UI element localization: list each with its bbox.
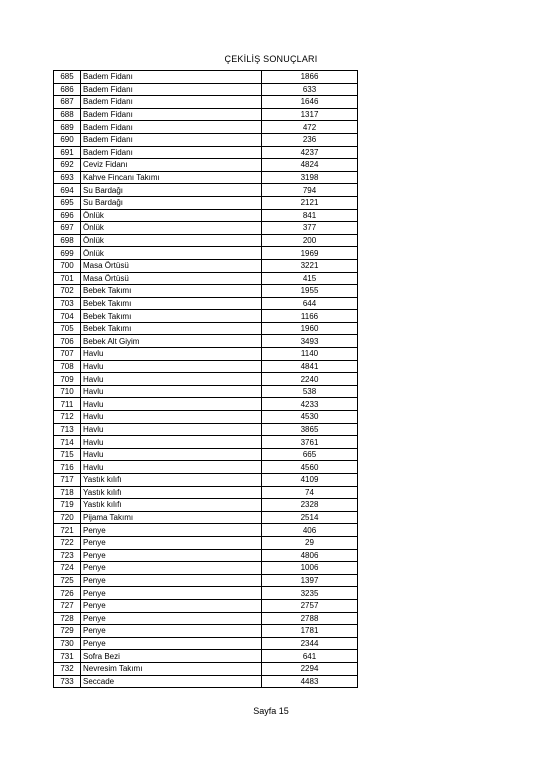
draw-number-cell: 1006 xyxy=(262,562,358,575)
table-row xyxy=(54,549,358,562)
page-title: ÇEKİLİŞ SONUÇLARI xyxy=(224,54,318,64)
row-number-cell: 719 xyxy=(54,499,81,512)
table-row xyxy=(54,385,358,398)
table-row xyxy=(54,474,358,487)
item-name-cell: Penye xyxy=(81,549,262,562)
table-row xyxy=(54,108,358,121)
draw-number-cell: 1969 xyxy=(262,247,358,260)
row-number-cell: 729 xyxy=(54,625,81,638)
draw-number-cell: 1166 xyxy=(262,310,358,323)
item-name-cell: Penye xyxy=(81,637,262,650)
row-number-cell: 716 xyxy=(54,461,81,474)
draw-number-cell: 1781 xyxy=(262,625,358,638)
draw-number-cell: 29 xyxy=(262,536,358,549)
table-row xyxy=(54,222,358,235)
table-row xyxy=(54,675,358,688)
table-row xyxy=(54,524,358,537)
item-name-cell: Havlu xyxy=(81,398,262,411)
draw-number-cell: 415 xyxy=(262,272,358,285)
item-name-cell: Badem Fidanı xyxy=(81,121,262,134)
draw-number-cell: 1140 xyxy=(262,348,358,361)
row-number-cell: 688 xyxy=(54,108,81,121)
item-name-cell: Masa Örtüsü xyxy=(81,259,262,272)
row-number-cell: 732 xyxy=(54,662,81,675)
draw-number-cell: 2240 xyxy=(262,373,358,386)
draw-number-cell: 74 xyxy=(262,486,358,499)
table-row xyxy=(54,511,358,524)
draw-number-cell: 1317 xyxy=(262,108,358,121)
draw-number-cell: 4233 xyxy=(262,398,358,411)
row-number-cell: 696 xyxy=(54,209,81,222)
row-number-cell: 702 xyxy=(54,285,81,298)
row-number-cell: 695 xyxy=(54,196,81,209)
table-row xyxy=(54,297,358,310)
row-number-cell: 715 xyxy=(54,448,81,461)
row-number-cell: 697 xyxy=(54,222,81,235)
draw-number-cell: 4806 xyxy=(262,549,358,562)
draw-number-cell: 4237 xyxy=(262,146,358,159)
draw-number-cell: 841 xyxy=(262,209,358,222)
draw-number-cell: 641 xyxy=(262,650,358,663)
row-number-cell: 728 xyxy=(54,612,81,625)
table-row xyxy=(54,171,358,184)
item-name-cell: Havlu xyxy=(81,423,262,436)
item-name-cell: Bebek Alt Giyim xyxy=(81,335,262,348)
table-row xyxy=(54,662,358,675)
row-number-cell: 687 xyxy=(54,96,81,109)
item-name-cell: Bebek Takımı xyxy=(81,285,262,298)
item-name-cell: Badem Fidanı xyxy=(81,108,262,121)
draw-number-cell: 4530 xyxy=(262,411,358,424)
item-name-cell: Havlu xyxy=(81,360,262,373)
draw-number-cell: 644 xyxy=(262,297,358,310)
item-name-cell: Penye xyxy=(81,562,262,575)
row-number-cell: 723 xyxy=(54,549,81,562)
row-number-cell: 726 xyxy=(54,587,81,600)
table-row xyxy=(54,599,358,612)
table-row xyxy=(54,285,358,298)
item-name-cell: Su Bardağı xyxy=(81,184,262,197)
item-name-cell: Badem Fidanı xyxy=(81,71,262,84)
draw-number-cell: 1960 xyxy=(262,322,358,335)
page-number: Sayfa 15 xyxy=(253,706,289,716)
item-name-cell: Önlük xyxy=(81,234,262,247)
table-row xyxy=(54,272,358,285)
item-name-cell: Yastık kılıfı xyxy=(81,474,262,487)
table-row xyxy=(54,322,358,335)
item-name-cell: Havlu xyxy=(81,385,262,398)
draw-number-cell: 3761 xyxy=(262,436,358,449)
draw-number-cell: 4483 xyxy=(262,675,358,688)
row-number-cell: 714 xyxy=(54,436,81,449)
item-name-cell: Penye xyxy=(81,524,262,537)
row-number-cell: 708 xyxy=(54,360,81,373)
draw-number-cell: 4560 xyxy=(262,461,358,474)
draw-number-cell: 1866 xyxy=(262,71,358,84)
row-number-cell: 718 xyxy=(54,486,81,499)
item-name-cell: Önlük xyxy=(81,222,262,235)
table-row xyxy=(54,196,358,209)
item-name-cell: Yastık kılıfı xyxy=(81,486,262,499)
table-row xyxy=(54,461,358,474)
table-row xyxy=(54,625,358,638)
row-number-cell: 725 xyxy=(54,574,81,587)
draw-number-cell: 3221 xyxy=(262,259,358,272)
item-name-cell: Seccade xyxy=(81,675,262,688)
item-name-cell: Badem Fidanı xyxy=(81,133,262,146)
item-name-cell: Havlu xyxy=(81,448,262,461)
table-row xyxy=(54,121,358,134)
table-row xyxy=(54,411,358,424)
row-number-cell: 692 xyxy=(54,159,81,172)
item-name-cell: Sofra Bezi xyxy=(81,650,262,663)
item-name-cell: Badem Fidanı xyxy=(81,146,262,159)
row-number-cell: 730 xyxy=(54,637,81,650)
item-name-cell: Penye xyxy=(81,574,262,587)
item-name-cell: Havlu xyxy=(81,348,262,361)
draw-number-cell: 236 xyxy=(262,133,358,146)
draw-number-cell: 633 xyxy=(262,83,358,96)
table-row xyxy=(54,184,358,197)
row-number-cell: 721 xyxy=(54,524,81,537)
draw-number-cell: 2514 xyxy=(262,511,358,524)
item-name-cell: Havlu xyxy=(81,461,262,474)
results-table xyxy=(53,70,358,688)
row-number-cell: 707 xyxy=(54,348,81,361)
item-name-cell: Kahve Fincanı Takımı xyxy=(81,171,262,184)
row-number-cell: 703 xyxy=(54,297,81,310)
draw-number-cell: 200 xyxy=(262,234,358,247)
item-name-cell: Pijama Takımı xyxy=(81,511,262,524)
draw-number-cell: 2121 xyxy=(262,196,358,209)
row-number-cell: 733 xyxy=(54,675,81,688)
row-number-cell: 691 xyxy=(54,146,81,159)
row-number-cell: 689 xyxy=(54,121,81,134)
draw-number-cell: 1955 xyxy=(262,285,358,298)
table-row xyxy=(54,536,358,549)
row-number-cell: 701 xyxy=(54,272,81,285)
table-row xyxy=(54,146,358,159)
row-number-cell: 686 xyxy=(54,83,81,96)
draw-number-cell: 2788 xyxy=(262,612,358,625)
item-name-cell: Bebek Takımı xyxy=(81,322,262,335)
draw-number-cell: 3198 xyxy=(262,171,358,184)
draw-number-cell: 377 xyxy=(262,222,358,235)
draw-number-cell: 665 xyxy=(262,448,358,461)
item-name-cell: Ceviz Fidanı xyxy=(81,159,262,172)
draw-number-cell: 1397 xyxy=(262,574,358,587)
row-number-cell: 711 xyxy=(54,398,81,411)
row-number-cell: 690 xyxy=(54,133,81,146)
table-row xyxy=(54,310,358,323)
table-row xyxy=(54,360,358,373)
table-row xyxy=(54,71,358,84)
item-name-cell: Havlu xyxy=(81,373,262,386)
table-row xyxy=(54,423,358,436)
draw-number-cell: 794 xyxy=(262,184,358,197)
item-name-cell: Badem Fidanı xyxy=(81,83,262,96)
draw-number-cell: 4841 xyxy=(262,360,358,373)
table-row xyxy=(54,650,358,663)
draw-number-cell: 538 xyxy=(262,385,358,398)
table-row xyxy=(54,562,358,575)
row-number-cell: 713 xyxy=(54,423,81,436)
row-number-cell: 693 xyxy=(54,171,81,184)
item-name-cell: Havlu xyxy=(81,411,262,424)
results-table-body xyxy=(54,71,358,688)
item-name-cell: Önlük xyxy=(81,247,262,260)
row-number-cell: 722 xyxy=(54,536,81,549)
draw-number-cell: 2294 xyxy=(262,662,358,675)
table-row xyxy=(54,335,358,348)
item-name-cell: Önlük xyxy=(81,209,262,222)
table-row xyxy=(54,637,358,650)
item-name-cell: Yastık kılıfı xyxy=(81,499,262,512)
item-name-cell: Masa Örtüsü xyxy=(81,272,262,285)
table-row xyxy=(54,436,358,449)
item-name-cell: Nevresim Takımı xyxy=(81,662,262,675)
table-row xyxy=(54,209,358,222)
row-number-cell: 706 xyxy=(54,335,81,348)
table-row xyxy=(54,259,358,272)
table-row xyxy=(54,348,358,361)
item-name-cell: Bebek Takımı xyxy=(81,310,262,323)
item-name-cell: Badem Fidanı xyxy=(81,96,262,109)
row-number-cell: 700 xyxy=(54,259,81,272)
draw-number-cell: 472 xyxy=(262,121,358,134)
table-row xyxy=(54,83,358,96)
draw-number-cell: 1646 xyxy=(262,96,358,109)
row-number-cell: 731 xyxy=(54,650,81,663)
row-number-cell: 720 xyxy=(54,511,81,524)
item-name-cell: Penye xyxy=(81,625,262,638)
table-row xyxy=(54,574,358,587)
row-number-cell: 698 xyxy=(54,234,81,247)
row-number-cell: 694 xyxy=(54,184,81,197)
draw-number-cell: 4109 xyxy=(262,474,358,487)
item-name-cell: Penye xyxy=(81,612,262,625)
table-row xyxy=(54,398,358,411)
table-row xyxy=(54,234,358,247)
draw-number-cell: 406 xyxy=(262,524,358,537)
row-number-cell: 699 xyxy=(54,247,81,260)
table-row xyxy=(54,448,358,461)
row-number-cell: 709 xyxy=(54,373,81,386)
table-row xyxy=(54,587,358,600)
table-row xyxy=(54,133,358,146)
draw-number-cell: 4824 xyxy=(262,159,358,172)
draw-number-cell: 3493 xyxy=(262,335,358,348)
row-number-cell: 705 xyxy=(54,322,81,335)
row-number-cell: 724 xyxy=(54,562,81,575)
row-number-cell: 712 xyxy=(54,411,81,424)
table-row xyxy=(54,247,358,260)
row-number-cell: 717 xyxy=(54,474,81,487)
draw-number-cell: 3865 xyxy=(262,423,358,436)
item-name-cell: Penye xyxy=(81,587,262,600)
row-number-cell: 710 xyxy=(54,385,81,398)
draw-number-cell: 2328 xyxy=(262,499,358,512)
table-row xyxy=(54,486,358,499)
table-row xyxy=(54,159,358,172)
row-number-cell: 704 xyxy=(54,310,81,323)
item-name-cell: Penye xyxy=(81,599,262,612)
item-name-cell: Havlu xyxy=(81,436,262,449)
row-number-cell: 685 xyxy=(54,71,81,84)
table-row xyxy=(54,96,358,109)
draw-number-cell: 3235 xyxy=(262,587,358,600)
item-name-cell: Su Bardağı xyxy=(81,196,262,209)
row-number-cell: 727 xyxy=(54,599,81,612)
table-row xyxy=(54,373,358,386)
table-row xyxy=(54,612,358,625)
table-row xyxy=(54,499,358,512)
item-name-cell: Bebek Takımı xyxy=(81,297,262,310)
item-name-cell: Penye xyxy=(81,536,262,549)
draw-number-cell: 2344 xyxy=(262,637,358,650)
draw-number-cell: 2757 xyxy=(262,599,358,612)
